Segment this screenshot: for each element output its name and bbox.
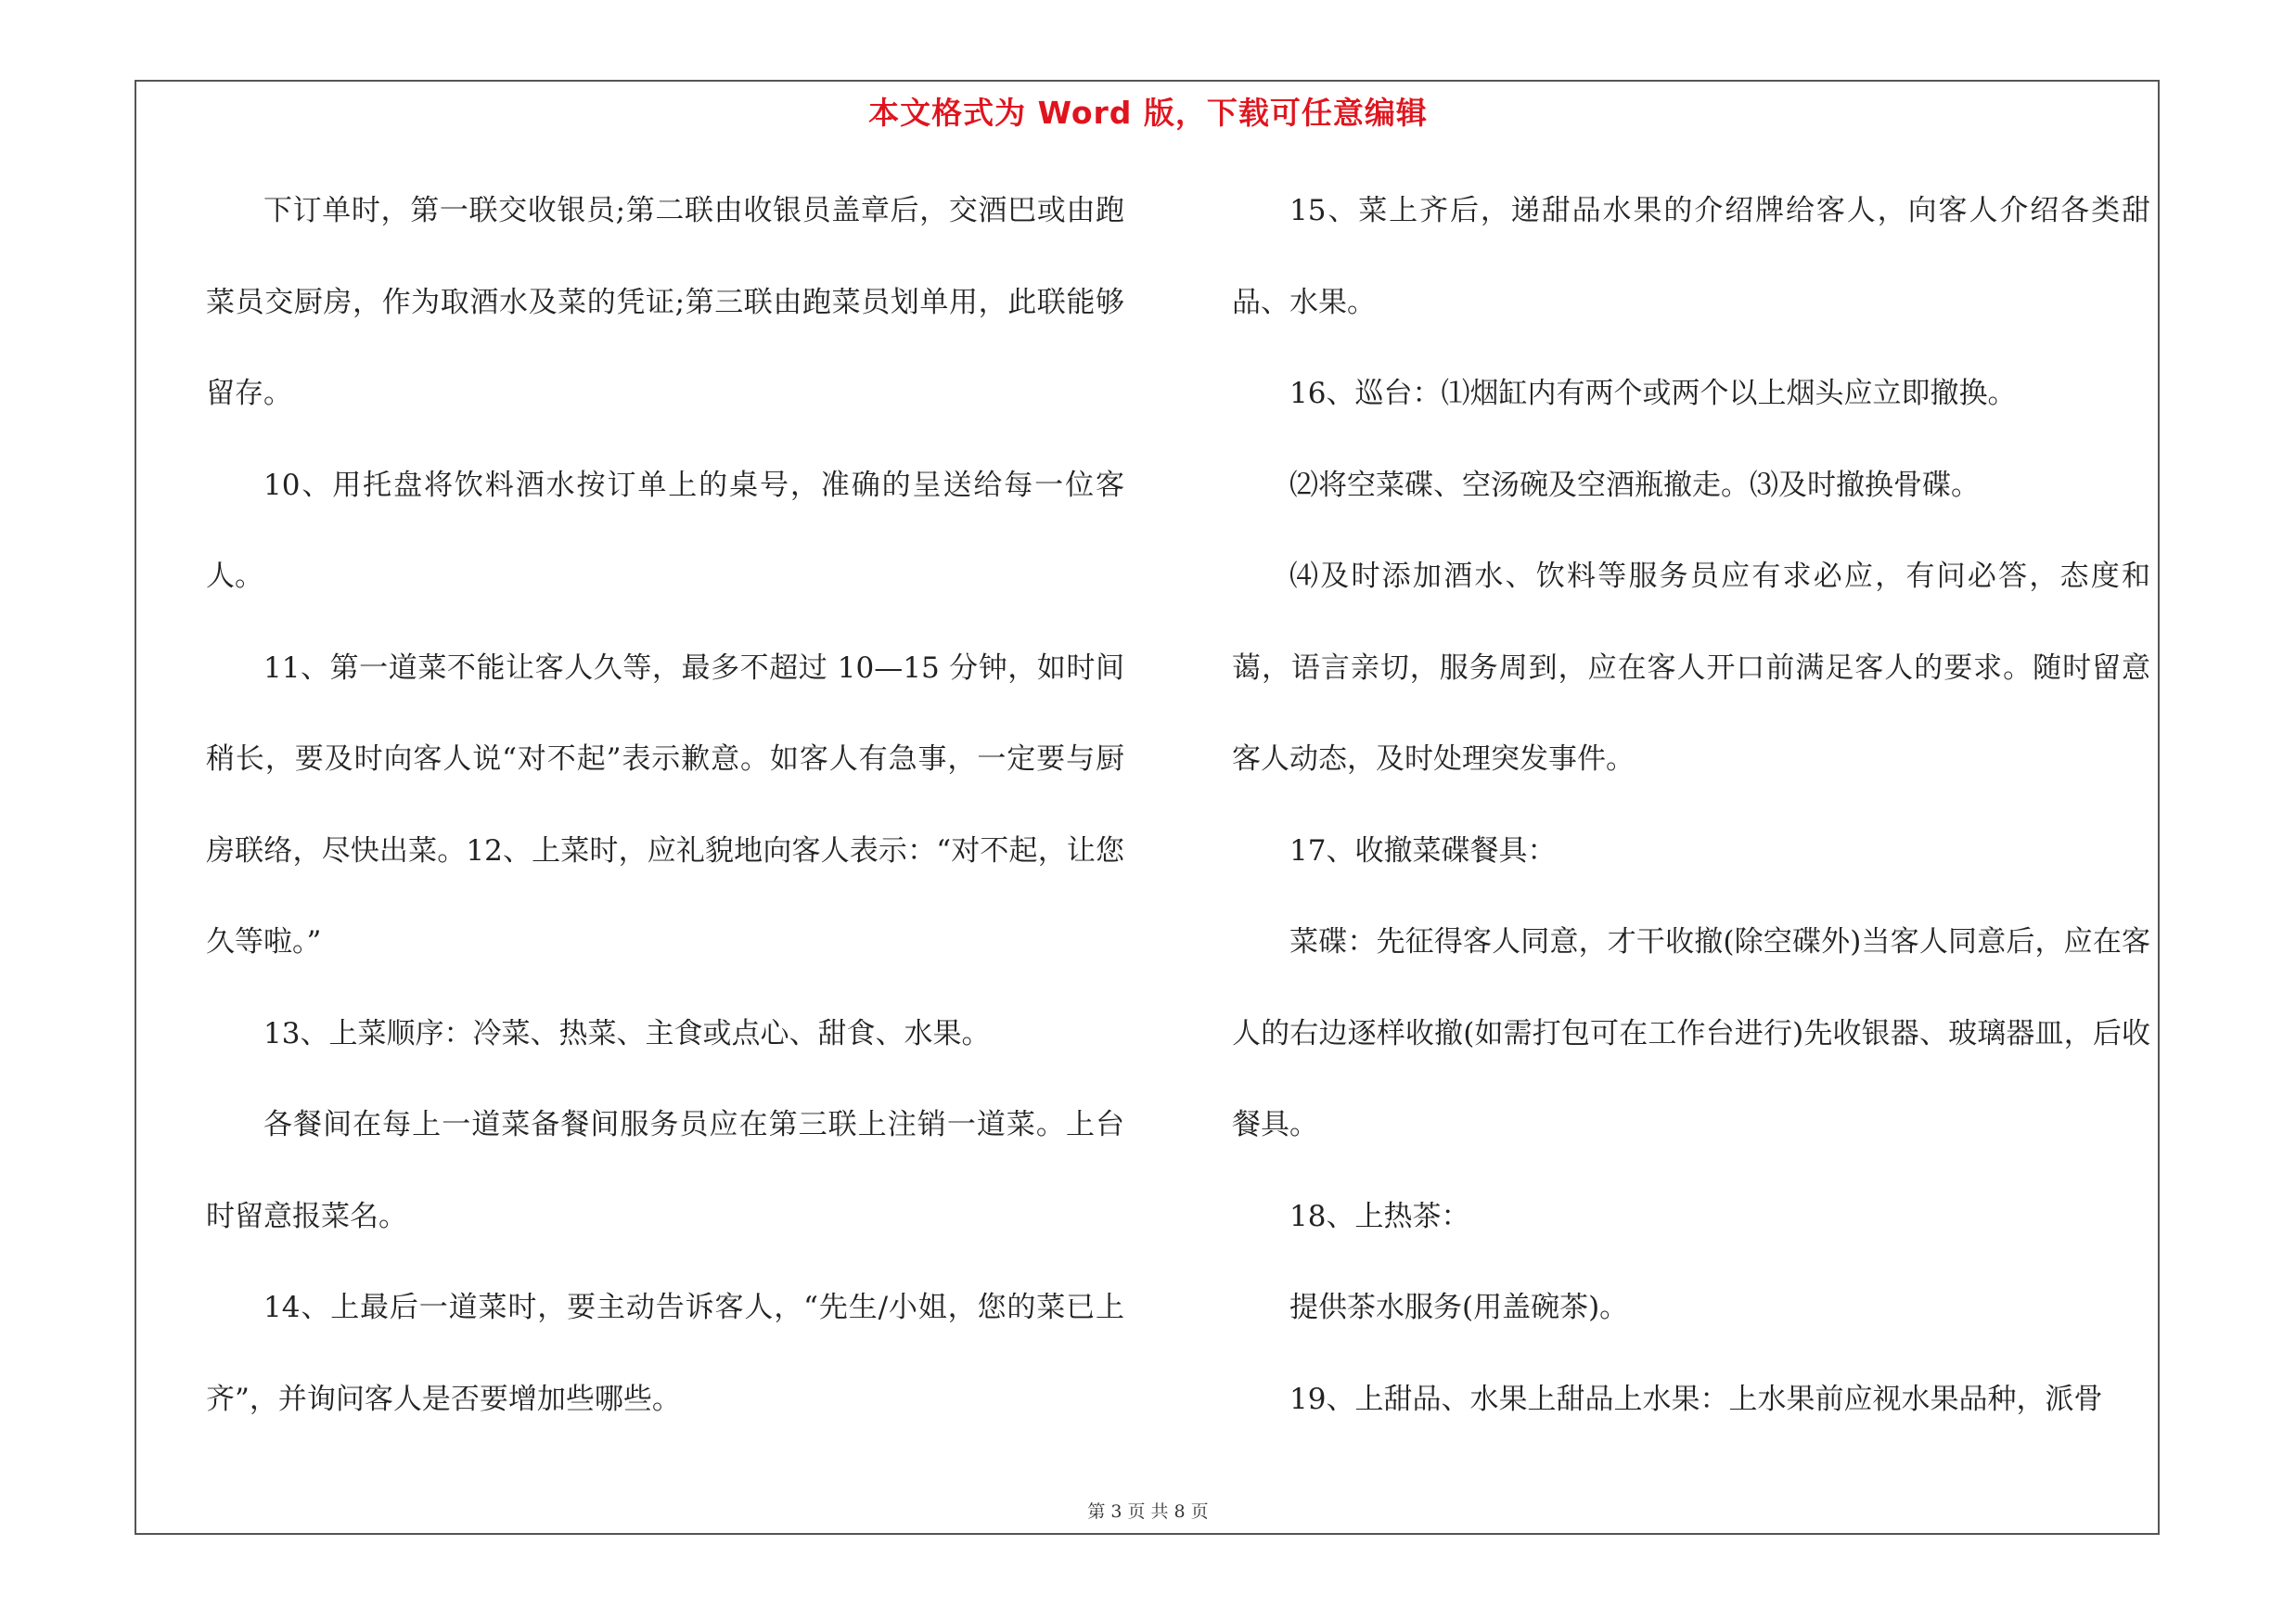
paragraph: ⑵将空菜碟、空汤碗及空酒瓶撤走。⑶及时撤换骨碟。: [1289, 468, 1980, 502]
paragraph: 14、上最后一道菜时，要主动告诉客人，“先生/小姐，您的菜已上齐”，并询问客人是否要增加些哪些。: [206, 1291, 1124, 1416]
paragraph: 下订单时，第一联交收银员;第二联由收银员盖章后，交酒巴或由跑菜员交厨房，作为取酒水及菜的凭证;第三联由跑菜员划单用，此联能够留存。: [206, 194, 1124, 410]
paragraph: 提供茶水服务(用盖碗茶)。: [1289, 1291, 1629, 1324]
paragraph: 19、上甜品、水果上甜品上水果：上水果前应视水果品种，派骨: [1289, 1382, 2103, 1416]
paragraph: 11、第一道菜不能让客人久等，最多不超过 10—15 分钟，如时间稍长，要及时向客人说“对不起”表示歉意。如客人有急事，一定要与厨房联络，尽快出菜。12、上菜时，应礼貌地向客人表示：“对不起，让您久等啦。”: [206, 650, 1124, 959]
paragraph: ⑷及时添加酒水、饮料等服务员应有求必应，有问必答，态度和蔼，语言亲切，服务周到，应在客人开口前满足客人的要求。随时留意客人动态，及时处理突发事件。: [1232, 560, 2150, 776]
paragraph: 10、用托盘将饮料酒水按订单上的桌号，准确的呈送给每一位客人。: [206, 468, 1124, 593]
paragraph: 13、上菜顺序：冷菜、热菜、主食或点心、甜食、水果。: [263, 1016, 991, 1050]
document-banner: 本文格式为 Word 版，下载可任意编辑: [868, 95, 1428, 131]
paragraph: 15、菜上齐后，递甜品水果的介绍牌给客人，向客人介绍各类甜品、水果。: [1232, 194, 2150, 319]
page-number: 第 3 页 共 8 页: [1087, 1501, 1209, 1522]
paragraph: 各餐间在每上一道菜备餐间服务员应在第三联上注销一道菜。上台时留意报菜名。: [206, 1108, 1124, 1233]
paragraph: 18、上热茶：: [1289, 1199, 1470, 1233]
right-column: [1232, 0, 2150, 1445]
paragraph: 17、收撤菜碟餐具：: [1289, 833, 1557, 868]
left-column: [206, 0, 1124, 1445]
paragraph: 16、巡台：⑴烟缸内有两个或两个以上烟头应立即撤换。: [1289, 377, 2017, 410]
paragraph: 菜碟：先征得客人同意，才干收撤(除空碟外)当客人同意后，应在客人的右边逐样收撤(如需打包可在工作台进行)先收银器、玻璃器皿，后收餐具。: [1232, 925, 2150, 1141]
